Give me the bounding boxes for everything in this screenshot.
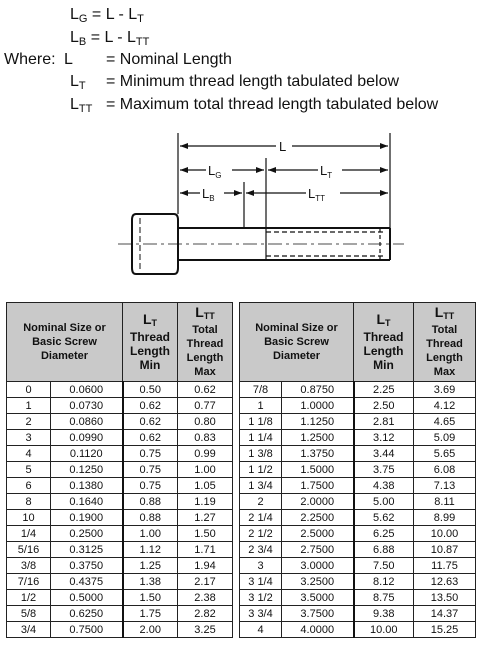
lt-min-cell: 0.88 [123, 510, 178, 526]
right-ltt-max-cell: 15.25 [414, 622, 476, 638]
ltt-max-cell: 0.99 [178, 446, 233, 462]
header-lt-right: $L_T$ Thread Length Min [354, 303, 414, 382]
lb-formula: $L_B = L - L_{TT}$ [70, 29, 150, 48]
table-row [7, 398, 476, 414]
right-diameter-cell: 2.2500 [282, 510, 354, 526]
right-diameter-cell: 2.0000 [282, 494, 354, 510]
right-size-cell: 2 1/2 [240, 526, 282, 542]
lg-formula: $L_G = L - L_T$ [70, 6, 144, 25]
where-label: Where: [4, 51, 56, 68]
right-ltt-max-cell: 11.75 [414, 558, 476, 574]
right-ltt-max-cell: 8.11 [414, 494, 476, 510]
right-size-cell: 1 1/2 [240, 462, 282, 478]
diameter-cell: 0.1640 [51, 494, 123, 510]
right-size-cell: 4 [240, 622, 282, 638]
ltt-max-cell: 1.19 [178, 494, 233, 510]
lt-min-cell: 0.62 [123, 430, 178, 446]
table-row [7, 510, 476, 526]
right-size-cell: 3 3/4 [240, 606, 282, 622]
diameter-cell: 0.0990 [51, 430, 123, 446]
table-row [7, 446, 476, 462]
right-size-cell: 1 [240, 398, 282, 414]
right-lt-min-cell: 3.12 [354, 430, 414, 446]
table-separator [233, 606, 240, 622]
right-lt-min-cell: 10.00 [354, 622, 414, 638]
table-separator [233, 574, 240, 590]
table-separator [233, 622, 240, 638]
table-separator [233, 398, 240, 414]
ltt-max-cell: 0.83 [178, 430, 233, 446]
table-row [7, 558, 476, 574]
diameter-cell: 0.6250 [51, 606, 123, 622]
right-lt-min-cell: 4.38 [354, 478, 414, 494]
size-cell: 5 [7, 462, 51, 478]
dimension-label-lb: $L_B$ [202, 186, 215, 203]
socket-head-cap-screw-drawing [110, 128, 410, 288]
ltt-max-cell: 1.05 [178, 478, 233, 494]
right-ltt-max-cell: 8.99 [414, 510, 476, 526]
table-row [7, 622, 476, 638]
right-ltt-max-cell: 7.13 [414, 478, 476, 494]
right-lt-min-cell: 6.25 [354, 526, 414, 542]
size-cell: 0 [7, 382, 51, 398]
size-cell: 5/16 [7, 542, 51, 558]
right-ltt-max-cell: 3.69 [414, 382, 476, 398]
table-separator [233, 303, 240, 382]
right-lt-min-cell: 3.75 [354, 462, 414, 478]
lt-min-cell: 0.75 [123, 462, 178, 478]
dimension-label-l: L [279, 139, 287, 154]
lt-min-cell: 1.38 [123, 574, 178, 590]
diameter-cell: 0.3750 [51, 558, 123, 574]
ltt-max-cell: 2.82 [178, 606, 233, 622]
table-separator [233, 478, 240, 494]
right-ltt-max-cell: 10.00 [414, 526, 476, 542]
def-l-text: = Nominal Length [106, 51, 232, 68]
def-ltt-symbol: $L_{TT}$ [70, 96, 93, 115]
lt-min-cell: 0.50 [123, 382, 178, 398]
table-row [7, 430, 476, 446]
table-separator [233, 382, 240, 398]
lt-min-cell: 0.75 [123, 446, 178, 462]
size-cell: 3/4 [7, 622, 51, 638]
size-cell: 6 [7, 478, 51, 494]
right-size-cell: 3 1/4 [240, 574, 282, 590]
ltt-max-cell: 1.27 [178, 510, 233, 526]
right-lt-min-cell: 9.38 [354, 606, 414, 622]
right-lt-min-cell: 6.88 [354, 542, 414, 558]
table-row [7, 478, 476, 494]
right-lt-min-cell: 7.50 [354, 558, 414, 574]
right-ltt-max-cell: 13.50 [414, 590, 476, 606]
dimension-label-ltt: $L_{TT}$ [308, 186, 326, 203]
ltt-max-cell: 0.62 [178, 382, 233, 398]
right-diameter-cell: 3.2500 [282, 574, 354, 590]
ltt-max-cell: 1.94 [178, 558, 233, 574]
table-separator [233, 414, 240, 430]
lt-min-cell: 0.75 [123, 478, 178, 494]
diameter-cell: 0.1250 [51, 462, 123, 478]
ltt-max-cell: 1.00 [178, 462, 233, 478]
lt-min-cell: 1.25 [123, 558, 178, 574]
header-ltt: $L_{TT}$ Total Thread Length Max [178, 303, 233, 382]
def-ltt-text: = Maximum total thread length tabulated below [106, 96, 439, 113]
table-row [7, 462, 476, 478]
right-ltt-max-cell: 5.09 [414, 430, 476, 446]
size-cell: 1 [7, 398, 51, 414]
diameter-cell: 0.1380 [51, 478, 123, 494]
table-row [7, 606, 476, 622]
right-size-cell: 1 1/4 [240, 430, 282, 446]
header-nominal-size-right: Nominal Size or Basic Screw Diameter [240, 303, 354, 382]
right-size-cell: 2 [240, 494, 282, 510]
right-diameter-cell: 1.5000 [282, 462, 354, 478]
right-lt-min-cell: 8.12 [354, 574, 414, 590]
diameter-cell: 0.1120 [51, 446, 123, 462]
size-cell: 5/8 [7, 606, 51, 622]
diameter-cell: 0.2500 [51, 526, 123, 542]
def-lt-text: = Minimum thread length tabulated below [106, 73, 400, 90]
right-lt-min-cell: 2.25 [354, 382, 414, 398]
right-size-cell: 2 3/4 [240, 542, 282, 558]
ltt-max-cell: 0.80 [178, 414, 233, 430]
size-cell: 2 [7, 414, 51, 430]
right-diameter-cell: 0.8750 [282, 382, 354, 398]
right-size-cell: 2 1/4 [240, 510, 282, 526]
ltt-max-cell: 3.25 [178, 622, 233, 638]
diameter-cell: 0.0730 [51, 398, 123, 414]
table-separator [233, 446, 240, 462]
size-cell: 3 [7, 430, 51, 446]
lt-min-cell: 0.88 [123, 494, 178, 510]
ltt-max-cell: 1.50 [178, 526, 233, 542]
right-lt-min-cell: 2.50 [354, 398, 414, 414]
right-diameter-cell: 3.7500 [282, 606, 354, 622]
right-diameter-cell: 2.7500 [282, 542, 354, 558]
right-lt-min-cell: 3.44 [354, 446, 414, 462]
right-lt-min-cell: 5.00 [354, 494, 414, 510]
lt-min-cell: 0.62 [123, 414, 178, 430]
lt-min-cell: 2.00 [123, 622, 178, 638]
right-size-cell: 1 3/4 [240, 478, 282, 494]
table-separator [233, 526, 240, 542]
right-size-cell: 7/8 [240, 382, 282, 398]
table-body [7, 382, 476, 638]
def-l-symbol: L [64, 51, 73, 68]
lt-min-cell: 0.62 [123, 398, 178, 414]
right-lt-min-cell: 8.75 [354, 590, 414, 606]
right-diameter-cell: 1.1250 [282, 414, 354, 430]
right-size-cell: 3 [240, 558, 282, 574]
table-separator [233, 462, 240, 478]
size-cell: 1/4 [7, 526, 51, 542]
right-ltt-max-cell: 14.37 [414, 606, 476, 622]
thread-length-table [6, 302, 476, 638]
right-ltt-max-cell: 6.08 [414, 462, 476, 478]
right-diameter-cell: 1.0000 [282, 398, 354, 414]
right-diameter-cell: 3.5000 [282, 590, 354, 606]
size-cell: 3/8 [7, 558, 51, 574]
header-lt: $L_T$ Thread Length Min [123, 303, 178, 382]
diameter-cell: 0.4375 [51, 574, 123, 590]
table-row [7, 494, 476, 510]
diameter-cell: 0.1900 [51, 510, 123, 526]
where-line [4, 51, 73, 69]
diameter-cell: 0.0600 [51, 382, 123, 398]
table-row [7, 414, 476, 430]
table-separator [233, 558, 240, 574]
formula-block [0, 0, 480, 125]
right-diameter-cell: 2.5000 [282, 526, 354, 542]
right-diameter-cell: 1.7500 [282, 478, 354, 494]
right-ltt-max-cell: 4.12 [414, 398, 476, 414]
table-row [7, 574, 476, 590]
dimension-label-lt: $L_T$ [320, 163, 333, 180]
diameter-cell: 0.7500 [51, 622, 123, 638]
diameter-cell: 0.3125 [51, 542, 123, 558]
right-lt-min-cell: 2.81 [354, 414, 414, 430]
right-size-cell: 3 1/2 [240, 590, 282, 606]
lt-min-cell: 1.12 [123, 542, 178, 558]
header-nominal-size: Nominal Size or Basic Screw Diameter [7, 303, 123, 382]
right-ltt-max-cell: 12.63 [414, 574, 476, 590]
table-separator [233, 590, 240, 606]
table-row [7, 542, 476, 558]
table-header-row [7, 303, 476, 382]
size-cell: 7/16 [7, 574, 51, 590]
right-ltt-max-cell: 10.87 [414, 542, 476, 558]
right-diameter-cell: 3.0000 [282, 558, 354, 574]
table-row [7, 526, 476, 542]
header-ltt-right: $L_{TT}$ Total Thread Length Max [414, 303, 476, 382]
right-diameter-cell: 1.2500 [282, 430, 354, 446]
size-cell: 8 [7, 494, 51, 510]
table-row [7, 382, 476, 398]
ltt-max-cell: 1.71 [178, 542, 233, 558]
table-row [7, 590, 476, 606]
size-cell: 4 [7, 446, 51, 462]
ltt-max-cell: 2.38 [178, 590, 233, 606]
right-diameter-cell: 1.3750 [282, 446, 354, 462]
diameter-cell: 0.5000 [51, 590, 123, 606]
ltt-max-cell: 2.17 [178, 574, 233, 590]
dimension-label-lg: $L_G$ [208, 163, 222, 180]
ltt-max-cell: 0.77 [178, 398, 233, 414]
table-separator [233, 542, 240, 558]
diameter-cell: 0.0860 [51, 414, 123, 430]
lt-min-cell: 1.00 [123, 526, 178, 542]
right-ltt-max-cell: 4.65 [414, 414, 476, 430]
right-size-cell: 1 3/8 [240, 446, 282, 462]
table-separator [233, 494, 240, 510]
def-lt-symbol: $L_T$ [70, 73, 86, 92]
right-ltt-max-cell: 5.65 [414, 446, 476, 462]
right-diameter-cell: 4.0000 [282, 622, 354, 638]
lt-min-cell: 1.50 [123, 590, 178, 606]
size-cell: 1/2 [7, 590, 51, 606]
right-size-cell: 1 1/8 [240, 414, 282, 430]
table-separator [233, 430, 240, 446]
table-separator [233, 510, 240, 526]
right-lt-min-cell: 5.62 [354, 510, 414, 526]
size-cell: 10 [7, 510, 51, 526]
lt-min-cell: 1.75 [123, 606, 178, 622]
